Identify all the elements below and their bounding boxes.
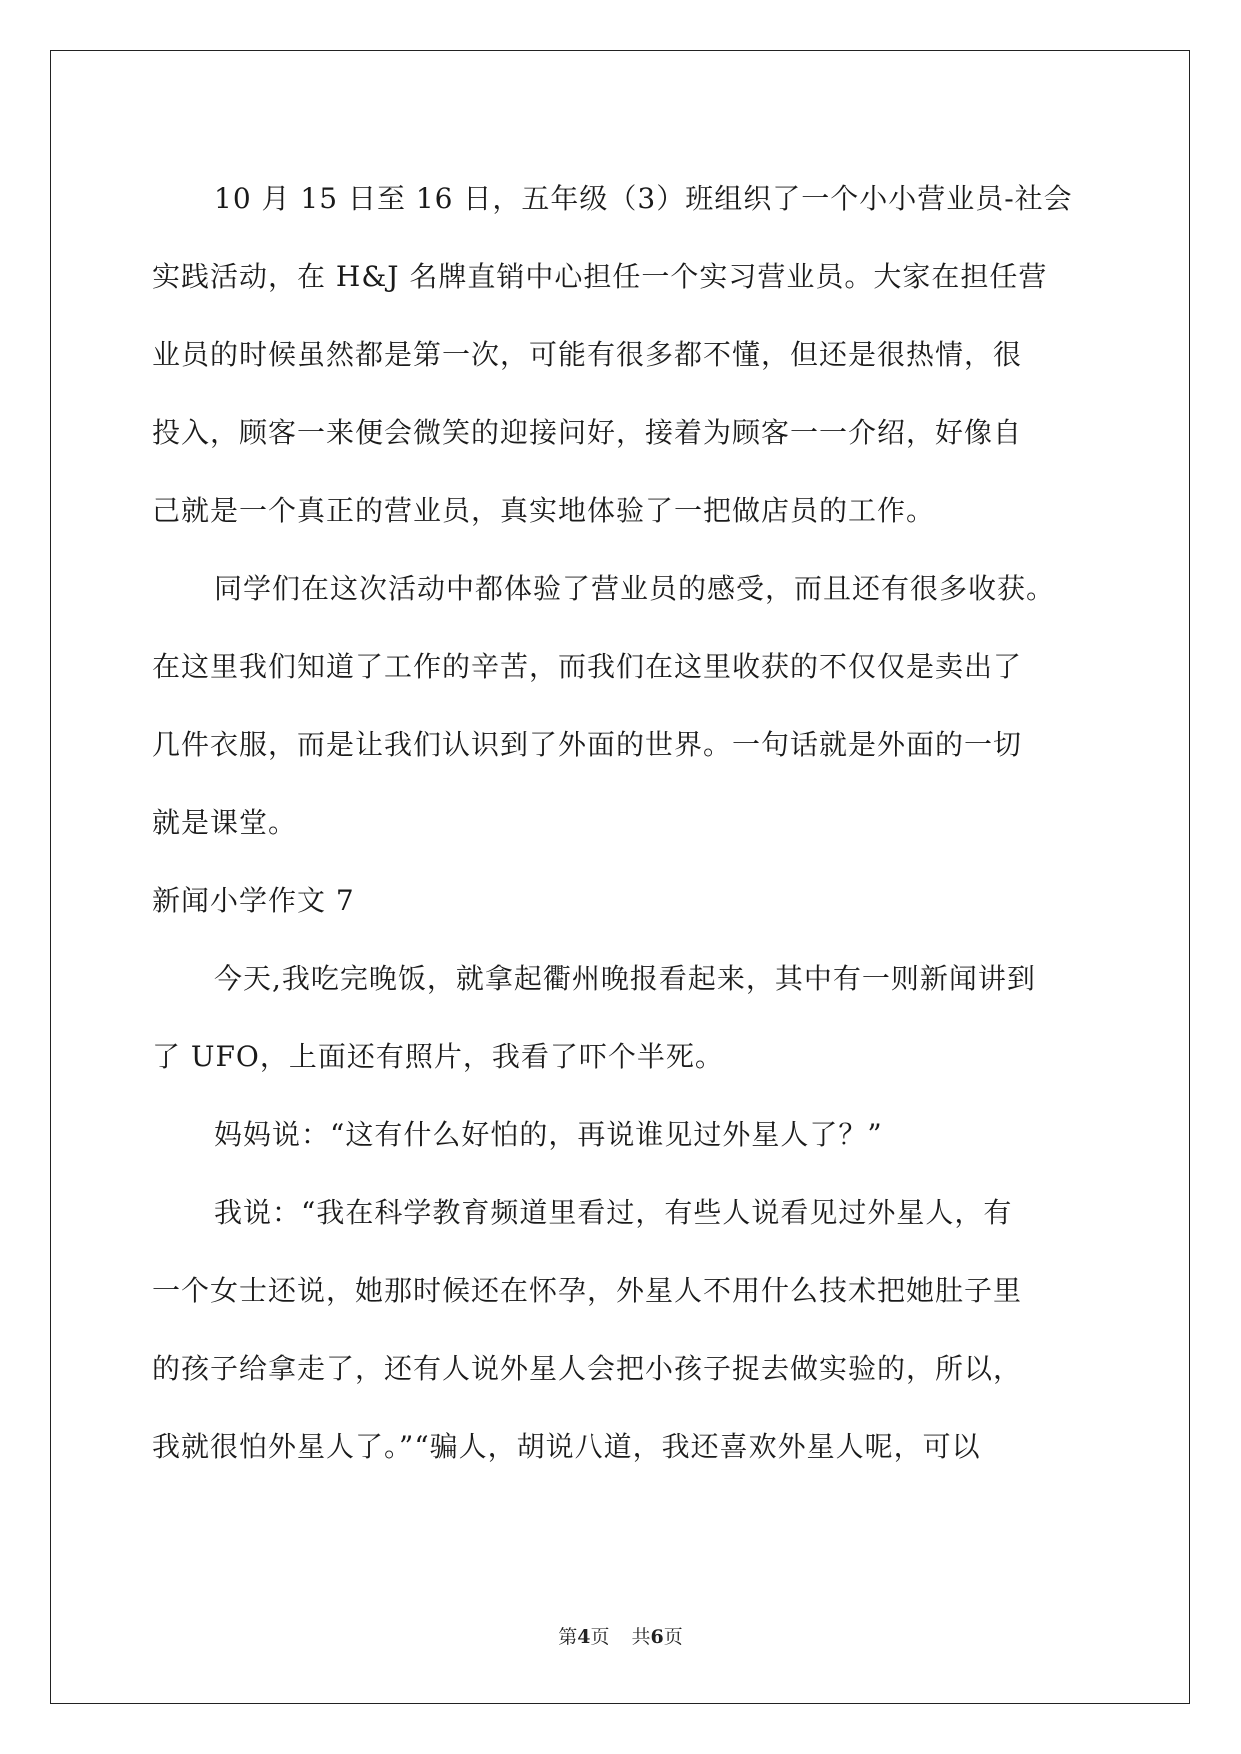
text-line: 就是课堂。	[152, 806, 298, 839]
total-page-number: 6	[650, 1626, 664, 1648]
current-page-number: 4	[577, 1626, 591, 1648]
page-prefix: 第	[558, 1626, 578, 1648]
text-line: 几件衣服，而是让我们认识到了外面的世界。一句话就是外面的一切	[152, 728, 1023, 761]
section-heading: 新闻小学作文 7	[152, 884, 355, 917]
text-line: 实践活动，在 H&J 名牌直销中心担任一个实习营业员。大家在担任营	[152, 260, 1048, 293]
page-footer	[0, 1622, 1241, 1649]
text-line: 了 UFO，上面还有照片，我看了吓个半死。	[152, 1040, 724, 1073]
page-suffix: 页	[590, 1626, 610, 1648]
total-suffix: 页	[663, 1626, 683, 1648]
text-line: 的孩子给拿走了，还有人说外星人会把小孩子捉去做实验的，所以，	[152, 1352, 1023, 1385]
text-line: 业员的时候虽然都是第一次，可能有很多都不懂，但还是很热情，很	[152, 338, 1023, 371]
text-line: 投入，顾客一来便会微笑的迎接问好，接着为顾客一一介绍，好像自	[152, 416, 1023, 449]
text-line: 在这里我们知道了工作的辛苦，而我们在这里收获的不仅仅是卖出了	[152, 650, 1023, 683]
text-line: 一个女士还说，她那时候还在怀孕，外星人不用什么技术把她肚子里	[152, 1274, 1023, 1307]
text-line: 妈妈说：“这有什么好怕的，再说谁见过外星人了？”	[214, 1118, 883, 1151]
document-body	[152, 160, 1087, 1486]
text-line: 同学们在这次活动中都体验了营业员的感受，而且还有很多收获。	[214, 572, 1056, 605]
total-prefix: 共	[631, 1626, 651, 1648]
text-line: 我就很怕外星人了。”“骗人，胡说八道，我还喜欢外星人呢，可以	[152, 1430, 981, 1463]
text-line: 己就是一个真正的营业员，真实地体验了一把做店员的工作。	[152, 494, 936, 527]
text-line: 10 月 15 日至 16 日，五年级（3）班组织了一个小小营业员-社会	[214, 182, 1073, 215]
text-line: 今天,我吃完晚饭，就拿起衢州晚报看起来，其中有一则新闻讲到	[214, 962, 1036, 995]
text-line: 我说：“我在科学教育频道里看过，有些人说看见过外星人，有	[214, 1196, 1013, 1229]
